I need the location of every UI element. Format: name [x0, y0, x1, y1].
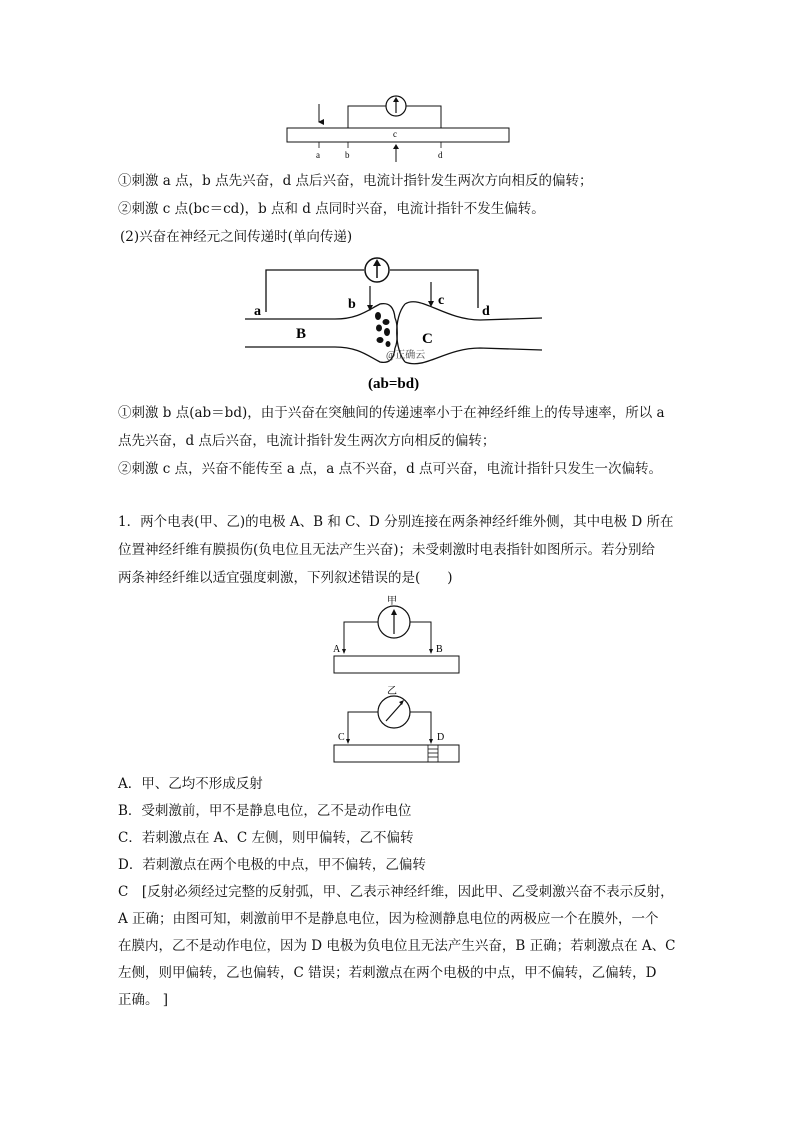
figure-synapse-transmission	[240, 252, 550, 397]
answer-line5: 正确。 ]	[118, 992, 169, 1008]
option-b: B．受刺激前，甲不是静息电位，乙不是动作电位	[118, 803, 412, 819]
nerve-fiber	[287, 128, 509, 142]
label-C: C	[338, 732, 345, 743]
label-d: d	[482, 304, 490, 319]
label-b: b	[348, 297, 356, 312]
figure-two-meters	[330, 592, 470, 767]
answer-line4: 左侧，则甲偏转，乙也偏转，C 错误；若刺激点在两个电极的中点，甲不偏转，乙偏转，D	[118, 965, 657, 981]
option-d: D．若刺激点在两个电极的中点，甲不偏转，乙偏转	[118, 857, 426, 873]
section2-item1-line2: 点先兴奋，d 点后兴奋，电流计指针发生两次方向相反的偏转；	[118, 433, 496, 449]
membrane-damage-hatch	[428, 745, 438, 762]
question-line1: 1．两个电表(甲、乙)的电极 A、B 和 C、D 分别连接在两条神经纤维外侧，其中电极 D 所在	[118, 514, 674, 530]
watermark: @正确云	[386, 350, 426, 361]
neuron-C-lower-membrane	[405, 348, 542, 364]
electrode-wire-A	[344, 622, 378, 652]
nerve-fiber-yi	[334, 745, 459, 762]
needle-yi	[386, 703, 402, 721]
answer-line3: 在膜内，乙不是动作电位，因为 D 电极为负电位且无法产生兴奋，B 正确；若刺激点在 A、C	[118, 938, 676, 954]
label-A: A	[333, 644, 341, 655]
label-d: d	[438, 150, 443, 160]
electrode-wire-left	[348, 106, 386, 128]
electrode-wire-right	[406, 106, 441, 128]
section2-heading: (2)兴奋在神经元之间传递时(单向传递)	[120, 229, 353, 245]
neuron-C-upper-membrane	[405, 302, 542, 320]
figure-conduction-on-fiber	[280, 90, 520, 165]
label-B: B	[436, 644, 443, 655]
section1-item1: ①刺激 a 点，b 点先兴奋，d 点后兴奋，电流计指针发生两次方向相反的偏转；	[118, 173, 593, 189]
electrode-wire-C	[348, 712, 378, 742]
nerve-fiber-jia	[334, 656, 459, 673]
question-line2: 位置神经纤维有膜损伤(负电位且无法产生兴奋)；未受刺激时电表指针如图所示。若分别给	[118, 542, 656, 558]
figure-caption: (ab=bd)	[368, 376, 420, 392]
question-line3: 两条神经纤维以适宜强度刺激，下列叙述错误的是( )	[118, 570, 453, 586]
electrode-wire-B	[410, 622, 431, 652]
electrode-wire-D	[410, 712, 431, 742]
answer-line1: C [反射必须经过完整的反射弧，甲、乙表示神经纤维，因此甲、乙受刺激兴奋不表示反射，	[118, 884, 674, 900]
label-D: D	[437, 732, 445, 743]
option-c: C．若刺激点在 A、C 左侧，则甲偏转，乙不偏转	[118, 830, 414, 846]
label-c: c	[438, 293, 445, 308]
option-a: A．甲、乙均不形成反射	[118, 776, 263, 792]
neuron-B-lower-membrane	[245, 347, 395, 362]
section1-item2: ②刺激 c 点(bc＝cd)，b 点和 d 点同时兴奋，电流计指针不发生偏转。	[118, 201, 545, 217]
label-c: c	[393, 129, 397, 139]
synaptic-vesicles	[375, 312, 391, 347]
section2-item1-line1: ①刺激 b 点(ab＝bd)，由于兴奋在突触间的传递速率小于在神经纤维上的传导速率，所以 a	[118, 405, 665, 421]
label-neuron-B: B	[296, 326, 307, 342]
section2-item2: ②刺激 c 点，兴奋不能传至 a 点，a 点不兴奋，d 点可兴奋，电流计指针只发生一次偏转。	[118, 461, 663, 477]
electrode-wire-d	[390, 270, 478, 308]
label-jia: 甲	[387, 596, 397, 607]
label-yi: 乙	[387, 686, 397, 697]
label-b: b	[345, 150, 350, 160]
answer-line2: A 正确；由图可知，刺激前甲不是静息电位，因为检测静息电位的两极应一个在膜外，一个	[118, 911, 659, 927]
label-neuron-C: C	[422, 331, 433, 347]
label-a: a	[316, 150, 320, 160]
label-a: a	[254, 304, 261, 319]
